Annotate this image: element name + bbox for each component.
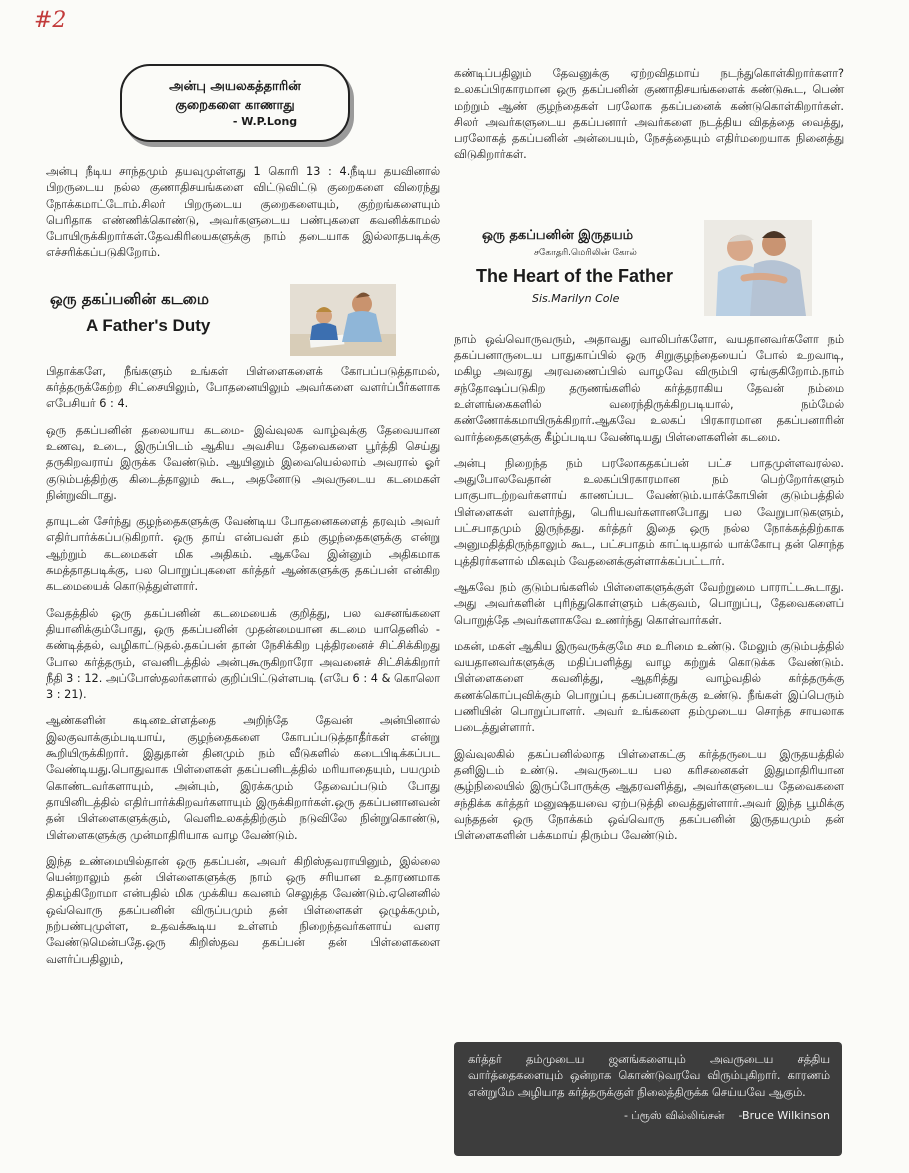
article2-paragraph: வேதத்தில் ஒரு தகப்பனின் கடமையைக் குறித்து, பல வசனங்களை தியானிக்கும்போது, ஒரு தகப்பனின் முதன்மையான கடமை யாதெனில் - கண்டித்தல், வழிகாட்டுதல்.தகப்பன் தான் நேசிக்கிற புத்திரனைச் சிட்சிக்கிறது போல கர்த்தரும், எவனிடத்தில் அன்புகூருகிறாரோ அவனைச் சிட்சிக்கிறார் நீதி 3 : 12. அப்போஸ்தலர்களால் குறிப்பிட்டுள்ளபடி (எபே 6 : 4 & கொலொ 3 : 21). — [46, 606, 440, 702]
right-column — [454, 66, 844, 854]
article2-paragraph: ஒரு தகப்பனின் தலையாய கடமை- இவ்வுலக வாழ்வுக்கு தேவையான உணவு, உடை, இருப்பிடம் ஆகிய அவசிய தேவைகளை பூர்த்தி செய்து தருகிறவராய் இருக்க வேண்டும். ஆயினும் இவையெல்லாம் அவரால் ஓர் குடும்பத்திற்கு கிடைத்தாலும் கூட, அதனோடு அவருடைய கடமைகள் நின்றுவிடாது. — [46, 423, 440, 502]
article1-body: அன்பு நீடிய சாந்தமும் தயவுமுள்ளது 1 கொரி 13 : 4.நீடிய தயவினால் பிறருடைய நல்ல குணாதிசயங்களை விட்டுவிட்டு குறைகளை விரைந்து நோக்கமாட்டோம்.சிலர் பிறருடைய குறைகளையும், குற்றங்களையும் பெரிதாக எண்ணிக்கொண்டு, அவர்களுடைய பண்புகளை கவனிக்காமல் போயிருக்கிறார்கள்.தேவகிரியைகளுக்கு நாம் தடையாக இல்லாதபடிக்கு எச்சரிக்கப்படுகிறோம். — [46, 165, 440, 260]
father-son-hug-photo — [704, 220, 812, 316]
article2-paragraph: இந்த உண்மையில்தான் ஒரு தகப்பன், அவர் கிறிஸ்தவராயினும், இல்லை யென்றாலும் தன் பிள்ளைகளுக்கு நாம் ஒரு சரியான உதாரணமாக திகழ்கிறோமா என்பதில் மிக முக்கிய கவனம் செலுத்த வேண்டும்.ஏனெனில் ஒவ்வொரு தகப்பனின் விருப்பமும் தன் பிள்ளைகள் ஒழுக்கமும், நற்பண்புமுள்ள, உதவக்கூடிய உள்ளம் நிறைந்தவர்களாய் வளர வேண்டுமென்பதே.ஒரு கிறிஸ்தவ தகப்பன் தன் பிள்ளைகளை வளர்ப்பதிலும், — [46, 854, 440, 966]
article2-title-tamil: ஒரு தகப்பனின் கடமை — [50, 289, 209, 308]
article1-author: - W.P.Long — [232, 115, 298, 128]
article1-title-box — [120, 64, 350, 142]
article3-header — [454, 220, 844, 324]
quote-author-english: -Bruce Wilkinson — [738, 1108, 830, 1122]
article1-title-line1: அன்பு அயலகத்தாரின் — [169, 79, 301, 94]
article2-paragraph: தாயுடன் சேர்ந்து குழந்தைகளுக்கு வேண்டிய போதனைகளைத் தரவும் அவர் எதிர்பார்க்கப்படுகிறார். ஒரு தாய் என்பவள் தம் குழந்தைகளுக்கு என்று ஆற்றும் கடமைகள் மிக அதிகம். ஆகவே இன்னும் அதிகமாக சுமத்தாதபடிக்கு, பல பொறுப்புகளை கர்த்தர் ஆண்களுக்கு தகப்பன் என்கிற கடமையைக் கொடுத்துள்ளார். — [46, 515, 440, 594]
article3-subtitle-english: Sis.Marilyn Cole — [532, 291, 620, 305]
article3-paragraph: நாம் ஒவ்வொருவரும், அதாவது வாலிபர்களோ, வயதானவர்களோ நம் தகப்பனாருடைய பாதுகாப்பில் ஒரு சிறுகுழந்தையைப் போல் உறவாடி, மகிழ அவரது அரவணைப்பில் வாழவே விரும்பி ஏங்குகிறோம்.நாம் சந்தோஷப்படுகிற தருணங்களில் கர்த்தராகிய தேவன் நம்மை உள்ளங்கைகளில் வரைந்திருக்கிறபடியால், நம்மேல் கண்ணோக்கமாயிருக்கிறார்.ஆகவே உலகப் பிரகாரமான தகப்பனாரின் வார்த்தைகளுக்கு கீழ்ப்படிய வேண்டியது பிள்ளைகளின் கடமை. — [454, 332, 844, 444]
quote-signature — [468, 1109, 830, 1124]
article3-paragraph: இவ்வுலகில் தகப்பனில்லாத பிள்ளைகட்கு கர்த்தருடைய இருதயத்தில் தனிஇடம் உண்டு. அவருடைய பல கரிசனைகள் இதுமாதிரியான சூழ்நிலையில் இருப்போருக்கு ஆதரவளித்து, அவர்களுடைய தேவைகளை சந்திக்க கர்த்தர் மனுஷதயவை ஏற்படுத்தி வைத்துள்ளார்.அவர் இந்த பூமிக்கு வந்ததன் ஒரு நோக்கம் ஒவ்வொரு தகப்பனின் இருதயமும் தன் பிள்ளைகளின் பக்கமாய் திரும்ப வேண்டும். — [454, 747, 844, 843]
article3-paragraph: ஆகவே நம் குடும்பங்களில் பிள்ளைகளுக்குள் வேற்றுமை பாராட்டகூடாது. அது அவர்களின் புரிந்துகொள்ளும் பக்குவம், பொறுப்பு, தேவைகளைப் பொறுத்தே அவர்களாகவே உணர்ந்து கொள்வார்கள். — [454, 580, 844, 627]
article2-continuation: கண்டிப்பதிலும் தேவனுக்கு ஏற்றவிதமாய் நடந்துகொள்கிறார்களா? உலகப்பிரகாரமான ஒரு தகப்பனின் குணாதிசயங்களைக் கண்டுகூட, பெண் மற்றும் ஆண் குழந்தைகள் பரலோக தகப்பனைக் கண்டுகொள்கிறார்கள். சிலர் அவர்களுடைய தகப்பனார் அவர்களை நடத்திய விதத்தை வைத்து, பரலோகத் தகப்பனின் அன்பையும், நேசத்தையும் எதிர்மறையாக நினைத்து விடுகிறார்கள். — [454, 67, 844, 162]
left-column — [46, 60, 440, 978]
quote-author-tamil: - ப்ரூஸ் வில்லிங்சன் — [623, 1108, 725, 1122]
article2-paragraph: ஆண்களின் கடினஉள்ளத்தை அறிந்தே தேவன் அன்பினால் இலகுவாக்கும்படியாய், குழந்தைகளை கோபப்படுத்தாதீர்கள் என்று கூறியிருக்கிறார். இதுதான் தினமும் நம் வீடுகளில் கடைபிடிக்கப்பட வேண்டியது.பொதுவாக பிள்ளைகள் தகப்பனிடத்தில் மரியாதையும், பயமும் கொண்டவர்களாயும், அன்பும், இரக்கமும் தேவைப்படும் போது தாயினிடத்தில் எதிர்பார்க்கிறவர்களாயும் இருக்கிறார்கள்.ஒரு தகப்பனானவன் தன் பிள்ளைகளுக்கும், வெளிஉலகத்திற்கும் நடுவிலே நின்றுகொண்டு, பிள்ளைகளுக்கு முன்மாதிரியாக வாழ வேண்டும். — [46, 714, 440, 842]
quote-box — [454, 1042, 842, 1156]
page-marker: #2 — [34, 8, 67, 33]
article3-paragraph: அன்பு நிறைந்த நம் பரலோகதகப்பன் பட்ச பாதமுள்ளவரல்ல. அதுபோலவேதான் உலகப்பிரகாரமான நம் பெற்றோர்களும் பாகுபாடற்றவர்களாய் காணப்பட வேண்டும்.யாக்கோபின் குடும்பத்தில் பிள்ளைகள் வளர்ந்து, பெரியவர்களானபோது பல வேறுபாடுகளும், பட்சபாதமும் இருந்தது. கர்த்தர் இதை ஒரு நல்ல நோக்கத்திற்காக அனுமதித்திருந்தாலும் கூட, பட்சபாதம் காட்டியதால் யாக்கோபு தன் சொந்த புத்திரர்களால் மிகவும் வேதனைக்குள்ளாக்கப்பட்டார். — [454, 456, 844, 568]
article3-title-tamil: ஒரு தகப்பனின் இருதயம் — [482, 227, 634, 243]
article2-header — [46, 282, 440, 356]
quote-text: கர்த்தர் தம்முடைய ஜனங்களையும் அவருடைய சத்திய வார்த்தைகளையும் ஒன்றாக கொண்டுவரவே விரும்புகிறார். காரணம் என்றுமே அழியாத கர்த்தருக்குள் நிலைத்திருக்க செய்யவே ஆகும். — [468, 1053, 830, 1099]
father-child-study-illustration — [290, 284, 396, 356]
father-son-hug-illustration — [704, 220, 812, 316]
article3-title-english: The Heart of the Father — [476, 265, 674, 286]
article3-paragraph: மகன், மகள் ஆகிய இருவருக்குமே சம உரிமை உண்டு. மேலும் குடும்பத்தில் வயதானவர்களுக்கு மதிப்பளித்து வாழ கற்றுக் கொடுக்க வேண்டும். பிள்ளைகளை கவனித்து, ஆதரித்து வாழ்வதில் கர்த்தருக்கு கணக்கொப்புவிக்கும் பொறுப்பு தகப்பனாருக்கு உண்டு. நீங்கள் இப்பெரும் பணியின் பொறுப்பாளர். அவர் உங்களை தம்முடைய சொந்த சாயலாக படைத்துள்ளார். — [454, 639, 844, 735]
article2-paragraph: பிதாக்களே, நீங்களும் உங்கள் பிள்ளைகளைக் கோபப்படுத்தாமல், கர்த்தருக்கேற்ற சிட்சையிலும், போதனையிலும் அவர்களை வளர்ப்பீர்களாக எபேசியர் 6 : 4. — [46, 364, 440, 411]
article1-title-line2: குறைகளை காணாது — [175, 98, 295, 113]
article3-subtitle-tamil: சகோதரி.மெரிலின் கோல் — [534, 247, 637, 258]
father-child-study-photo — [290, 284, 396, 356]
article2-title-english: A Father's Duty — [86, 315, 211, 335]
